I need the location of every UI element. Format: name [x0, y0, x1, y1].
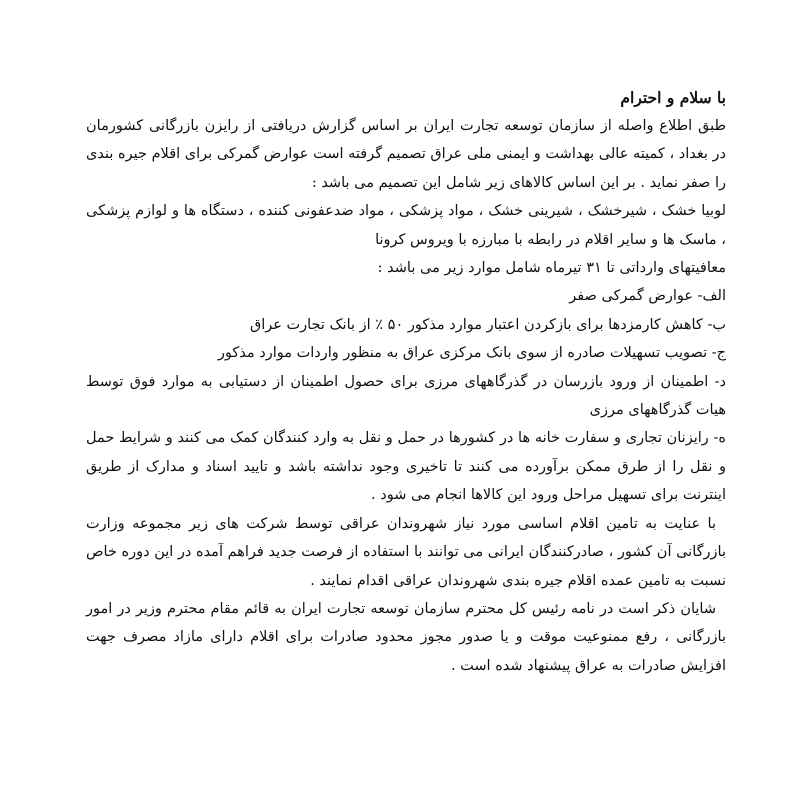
note-paragraph: شایان ذکر است در نامه رئیس کل محترم سازمان توسعه تجارت ایران به قائم مقام محترم وزیر در امور بازرگانی ، رفع ممنوعیت موقت و یا صدور مجوز محدود صادرات برای اقلام دارای مازاد مصرف جهت افزایش صادرات به عراق پیشنهاد شده است .: [86, 600, 726, 674]
intro-paragraph: طبق اطلاع واصله از سازمان توسعه تجارت ایران بر اساس گزارش دریافتی از رایزن بازرگانی کشورمان در بغداد ، کمیته عالی بهداشت و ایمنی ملی عراق تصمیم گرفته است عوارض گمرکی برای اقلام جیره بندی را صفر نماید . بر این اساس کالاهای زیر شامل این تصمیم می باشد :: [86, 118, 726, 191]
goods-list-paragraph: لوبیا خشک ، شیرخشک ، شیرینی خشک ، مواد پزشکی ، مواد ضدعفونی کننده ، دستگاه ها و لوازم پزشکی ، ماسک ها و سایر اقلام در رابطه با مبارزه با ویروس کرونا: [86, 203, 726, 248]
exemption-item-dal: د- اطمینان از ورود بازرسان در گذرگاههای مرزی برای حصول اطمینان از دستیابی به موارد فوق توسط هیات گذرگاههای مرزی: [86, 373, 726, 419]
exemption-item-he: ه- رایزنان تجاری و سفارت خانه ها در کشورها در حمل و نقل به وارد کنندگان کمک می کنند و شرایط حمل و نقل را از طرق ممکن برآورده می کنند تا تاخیری وجود نداشته باشد و تایید اسناد و مدارک از طریق اینترنت برای تسهیل مراحل ورود این کالاها انجام می شود .: [86, 430, 726, 504]
supply-paragraph: با عنایت به تامین اقلام اساسی مورد نیاز شهروندان عراقی توسط شرکت های زیر مجموعه وزارت بازرگانی آن کشور ، صادرکنندگان ایرانی می توانند با استفاده از فرصت جدید فراهم آمده در این دوره خاص نسبت به تامین عمده اقلام جیره بندی شهروندان عراقی اقدام نمایند .: [86, 515, 726, 589]
exemption-item-alef: الف- عوارض گمرکی صفر: [569, 288, 726, 305]
salutation-heading: با سلام و احترام: [620, 88, 726, 107]
exemption-item-be: ب- کاهش کارمزدها برای بازکردن اعتبار موارد مذکور ۵۰ ٪ از بانک تجارت عراق: [249, 316, 726, 333]
exemption-item-jim: ج- تصویب تسهیلات صادره از سوی بانک مرکزی عراق به منظور واردات موارد مذکور: [217, 345, 726, 362]
letter-body: [86, 84, 726, 680]
exemptions-intro: معافیتهای وارداتی تا ۳۱ تیرماه شامل موارد زیر می باشد :: [377, 260, 726, 277]
